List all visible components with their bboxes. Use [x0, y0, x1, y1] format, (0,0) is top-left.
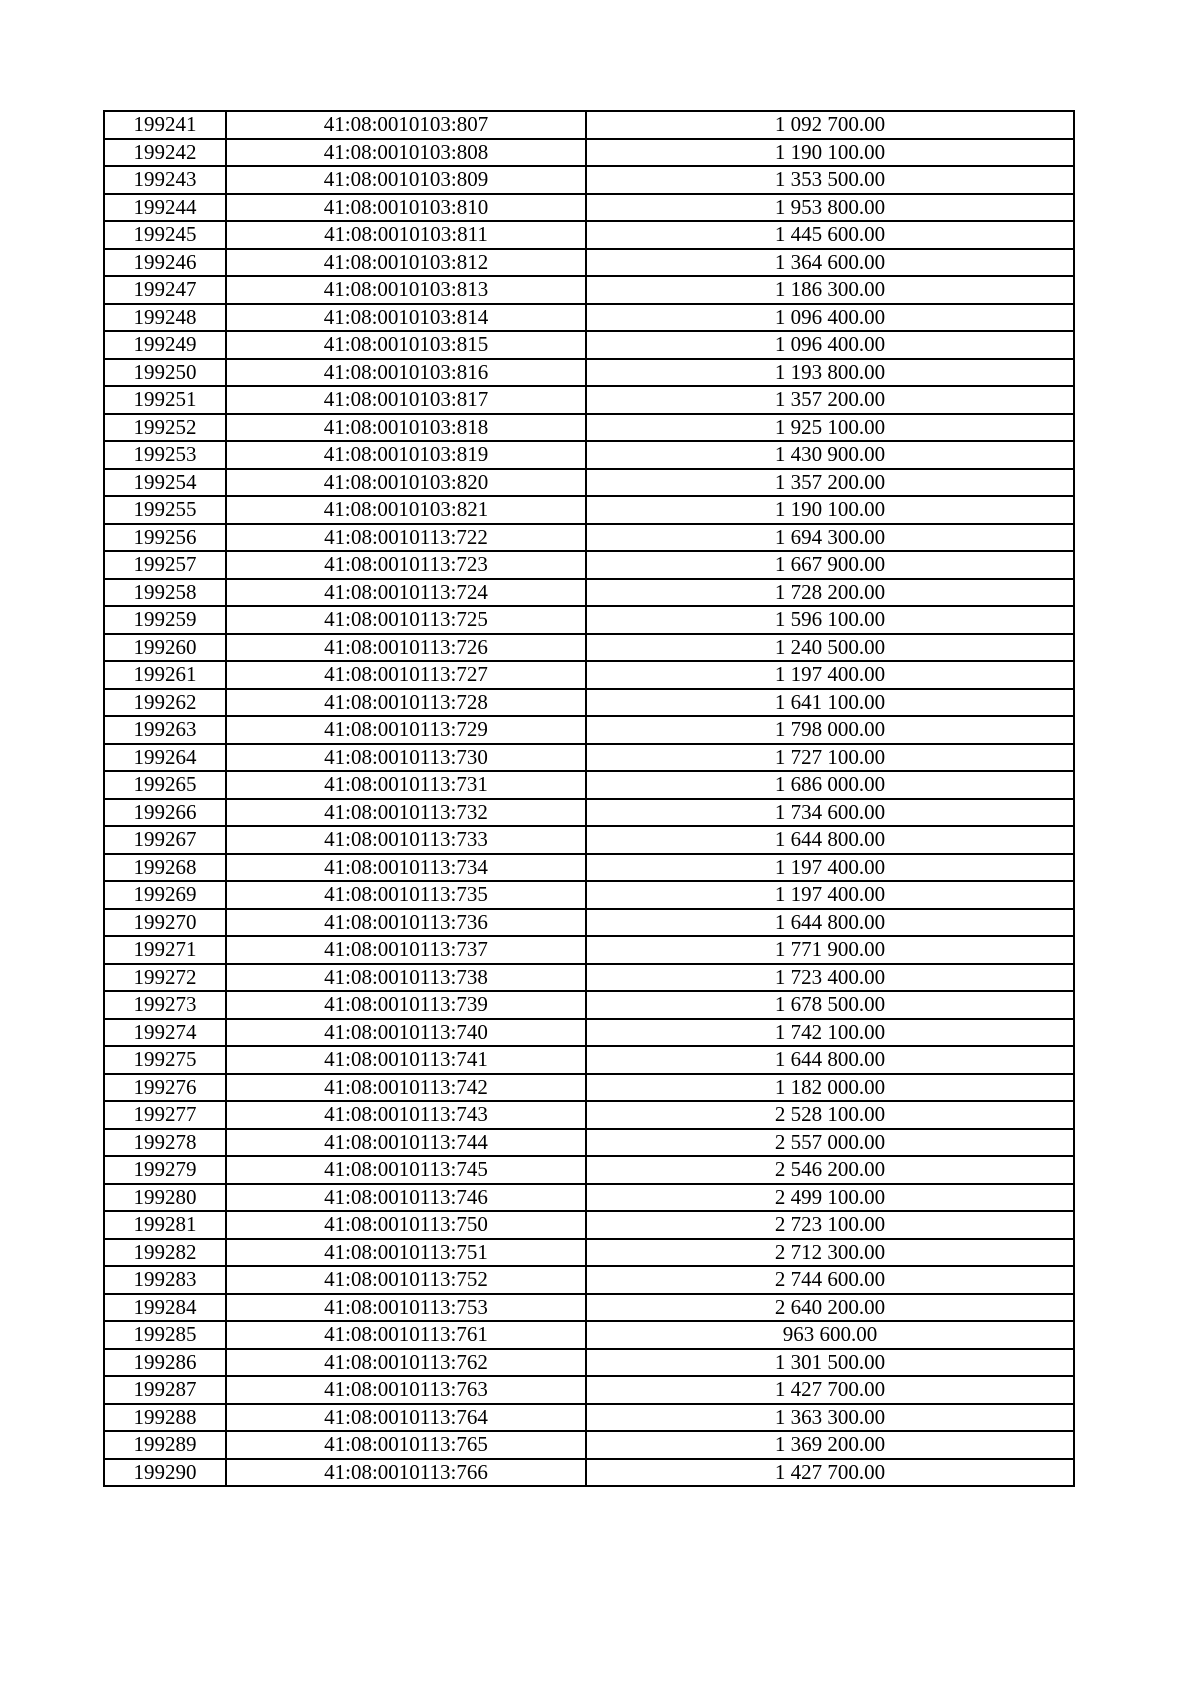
table-row — [104, 1019, 1074, 1047]
cadastral-number-cell: 41:08:0010103:812 — [226, 249, 586, 277]
cadastral-value-cell: 1 363 300.00 — [586, 1404, 1074, 1432]
table-row — [104, 1101, 1074, 1129]
cadastral-number-cell: 41:08:0010103:808 — [226, 139, 586, 167]
cadastral-value-cell: 1 197 400.00 — [586, 854, 1074, 882]
table-row — [104, 111, 1074, 139]
table-row — [104, 1046, 1074, 1074]
cadastral-value-cell: 1 953 800.00 — [586, 194, 1074, 222]
table-body — [104, 111, 1074, 1486]
cadastral-number-cell: 41:08:0010113:739 — [226, 991, 586, 1019]
cadastral-value-cell: 1 096 400.00 — [586, 304, 1074, 332]
cadastral-value-cell: 1 734 600.00 — [586, 799, 1074, 827]
table-row — [104, 1376, 1074, 1404]
cadastral-number-cell: 41:08:0010103:813 — [226, 276, 586, 304]
cadastral-number-cell: 41:08:0010113:727 — [226, 661, 586, 689]
table-row — [104, 1211, 1074, 1239]
cadastral-value-cell: 1 798 000.00 — [586, 716, 1074, 744]
cadastral-number-cell: 41:08:0010103:821 — [226, 496, 586, 524]
cadastral-number-cell: 41:08:0010113:761 — [226, 1321, 586, 1349]
cadastral-value-cell: 2 557 000.00 — [586, 1129, 1074, 1157]
cadastral-number-cell: 41:08:0010113:736 — [226, 909, 586, 937]
table-row — [104, 469, 1074, 497]
row-number-cell: 199258 — [104, 579, 226, 607]
cadastral-value-cell: 1 427 700.00 — [586, 1459, 1074, 1487]
table-row — [104, 964, 1074, 992]
cadastral-number-cell: 41:08:0010113:726 — [226, 634, 586, 662]
table-row — [104, 826, 1074, 854]
table-row — [104, 524, 1074, 552]
table-row — [104, 304, 1074, 332]
cadastral-value-cell: 1 096 400.00 — [586, 331, 1074, 359]
table-row — [104, 414, 1074, 442]
row-number-cell: 199241 — [104, 111, 226, 139]
cadastral-value-cell: 1 742 100.00 — [586, 1019, 1074, 1047]
cadastral-number-cell: 41:08:0010113:753 — [226, 1294, 586, 1322]
row-number-cell: 199286 — [104, 1349, 226, 1377]
cadastral-number-cell: 41:08:0010113:735 — [226, 881, 586, 909]
table-row — [104, 1129, 1074, 1157]
row-number-cell: 199250 — [104, 359, 226, 387]
cadastral-value-cell: 1 092 700.00 — [586, 111, 1074, 139]
cadastral-number-cell: 41:08:0010113:745 — [226, 1156, 586, 1184]
row-number-cell: 199244 — [104, 194, 226, 222]
table-row — [104, 634, 1074, 662]
cadastral-value-cell: 1 353 500.00 — [586, 166, 1074, 194]
table-row — [104, 276, 1074, 304]
cadastral-number-cell: 41:08:0010113:765 — [226, 1431, 586, 1459]
table-row — [104, 359, 1074, 387]
table-row — [104, 771, 1074, 799]
row-number-cell: 199260 — [104, 634, 226, 662]
cadastral-value-cell: 1 427 700.00 — [586, 1376, 1074, 1404]
row-number-cell: 199285 — [104, 1321, 226, 1349]
table-row — [104, 936, 1074, 964]
table-row — [104, 1459, 1074, 1487]
row-number-cell: 199287 — [104, 1376, 226, 1404]
cadastral-number-cell: 41:08:0010113:738 — [226, 964, 586, 992]
cadastral-number-cell: 41:08:0010113:732 — [226, 799, 586, 827]
cadastral-value-cell: 1 369 200.00 — [586, 1431, 1074, 1459]
row-number-cell: 199280 — [104, 1184, 226, 1212]
cadastral-number-cell: 41:08:0010113:764 — [226, 1404, 586, 1432]
cadastral-number-cell: 41:08:0010113:743 — [226, 1101, 586, 1129]
table-row — [104, 551, 1074, 579]
cadastral-number-cell: 41:08:0010113:725 — [226, 606, 586, 634]
cadastral-number-cell: 41:08:0010113:723 — [226, 551, 586, 579]
cadastral-value-cell: 2 499 100.00 — [586, 1184, 1074, 1212]
cadastral-value-cell: 1 445 600.00 — [586, 221, 1074, 249]
cadastral-number-cell: 41:08:0010113:752 — [226, 1266, 586, 1294]
cadastral-value-cell: 2 744 600.00 — [586, 1266, 1074, 1294]
cadastral-number-cell: 41:08:0010103:819 — [226, 441, 586, 469]
cadastral-value-cell: 1 596 100.00 — [586, 606, 1074, 634]
cadastral-number-cell: 41:08:0010103:817 — [226, 386, 586, 414]
table-row — [104, 991, 1074, 1019]
table-row — [104, 166, 1074, 194]
cadastral-number-cell: 41:08:0010103:807 — [226, 111, 586, 139]
row-number-cell: 199272 — [104, 964, 226, 992]
table-row — [104, 799, 1074, 827]
table-row — [104, 1266, 1074, 1294]
cadastral-value-cell: 1 723 400.00 — [586, 964, 1074, 992]
row-number-cell: 199264 — [104, 744, 226, 772]
cadastral-number-cell: 41:08:0010113:766 — [226, 1459, 586, 1487]
row-number-cell: 199255 — [104, 496, 226, 524]
cadastral-number-cell: 41:08:0010113:737 — [226, 936, 586, 964]
row-number-cell: 199269 — [104, 881, 226, 909]
cadastral-number-cell: 41:08:0010113:741 — [226, 1046, 586, 1074]
row-number-cell: 199249 — [104, 331, 226, 359]
cadastral-value-table — [103, 110, 1075, 1487]
row-number-cell: 199268 — [104, 854, 226, 882]
cadastral-number-cell: 41:08:0010113:730 — [226, 744, 586, 772]
table-row — [104, 579, 1074, 607]
cadastral-value-cell: 2 723 100.00 — [586, 1211, 1074, 1239]
table-row — [104, 606, 1074, 634]
cadastral-value-cell: 1 728 200.00 — [586, 579, 1074, 607]
table-row — [104, 689, 1074, 717]
row-number-cell: 199261 — [104, 661, 226, 689]
row-number-cell: 199265 — [104, 771, 226, 799]
row-number-cell: 199277 — [104, 1101, 226, 1129]
row-number-cell: 199263 — [104, 716, 226, 744]
cadastral-number-cell: 41:08:0010113:746 — [226, 1184, 586, 1212]
table-row — [104, 221, 1074, 249]
cadastral-value-cell: 1 667 900.00 — [586, 551, 1074, 579]
row-number-cell: 199267 — [104, 826, 226, 854]
row-number-cell: 199283 — [104, 1266, 226, 1294]
cadastral-value-cell: 1 694 300.00 — [586, 524, 1074, 552]
table-row — [104, 909, 1074, 937]
cadastral-value-cell: 1 190 100.00 — [586, 139, 1074, 167]
row-number-cell: 199279 — [104, 1156, 226, 1184]
cadastral-value-cell: 1 771 900.00 — [586, 936, 1074, 964]
cadastral-number-cell: 41:08:0010103:818 — [226, 414, 586, 442]
cadastral-value-cell: 963 600.00 — [586, 1321, 1074, 1349]
cadastral-value-cell: 1 357 200.00 — [586, 386, 1074, 414]
cadastral-value-cell: 1 644 800.00 — [586, 826, 1074, 854]
row-number-cell: 199266 — [104, 799, 226, 827]
cadastral-number-cell: 41:08:0010113:724 — [226, 579, 586, 607]
cadastral-value-cell: 1 193 800.00 — [586, 359, 1074, 387]
table-row — [104, 881, 1074, 909]
cadastral-value-cell: 1 240 500.00 — [586, 634, 1074, 662]
cadastral-number-cell: 41:08:0010113:744 — [226, 1129, 586, 1157]
table-row — [104, 386, 1074, 414]
row-number-cell: 199243 — [104, 166, 226, 194]
table-row — [104, 1349, 1074, 1377]
cadastral-number-cell: 41:08:0010113:742 — [226, 1074, 586, 1102]
cadastral-value-cell: 1 186 300.00 — [586, 276, 1074, 304]
cadastral-number-cell: 41:08:0010103:815 — [226, 331, 586, 359]
cadastral-number-cell: 41:08:0010103:810 — [226, 194, 586, 222]
table-row — [104, 1184, 1074, 1212]
table-row — [104, 854, 1074, 882]
row-number-cell: 199288 — [104, 1404, 226, 1432]
cadastral-number-cell: 41:08:0010113:733 — [226, 826, 586, 854]
cadastral-number-cell: 41:08:0010103:816 — [226, 359, 586, 387]
row-number-cell: 199254 — [104, 469, 226, 497]
cadastral-value-cell: 1 678 500.00 — [586, 991, 1074, 1019]
row-number-cell: 199281 — [104, 1211, 226, 1239]
row-number-cell: 199289 — [104, 1431, 226, 1459]
row-number-cell: 199251 — [104, 386, 226, 414]
row-number-cell: 199259 — [104, 606, 226, 634]
cadastral-value-cell: 1 430 900.00 — [586, 441, 1074, 469]
cadastral-value-cell: 1 190 100.00 — [586, 496, 1074, 524]
cadastral-value-cell: 1 727 100.00 — [586, 744, 1074, 772]
cadastral-number-cell: 41:08:0010113:763 — [226, 1376, 586, 1404]
row-number-cell: 199256 — [104, 524, 226, 552]
cadastral-value-cell: 1 197 400.00 — [586, 881, 1074, 909]
cadastral-number-cell: 41:08:0010113:751 — [226, 1239, 586, 1267]
cadastral-value-cell: 1 686 000.00 — [586, 771, 1074, 799]
cadastral-number-cell: 41:08:0010113:729 — [226, 716, 586, 744]
cadastral-number-cell: 41:08:0010113:731 — [226, 771, 586, 799]
table-row — [104, 1239, 1074, 1267]
table-row — [104, 331, 1074, 359]
row-number-cell: 199270 — [104, 909, 226, 937]
table-row — [104, 249, 1074, 277]
table-row — [104, 661, 1074, 689]
row-number-cell: 199252 — [104, 414, 226, 442]
cadastral-value-cell: 1 641 100.00 — [586, 689, 1074, 717]
row-number-cell: 199282 — [104, 1239, 226, 1267]
row-number-cell: 199246 — [104, 249, 226, 277]
table-row — [104, 441, 1074, 469]
row-number-cell: 199242 — [104, 139, 226, 167]
cadastral-value-cell: 1 357 200.00 — [586, 469, 1074, 497]
cadastral-value-cell: 1 644 800.00 — [586, 1046, 1074, 1074]
cadastral-value-cell: 1 925 100.00 — [586, 414, 1074, 442]
row-number-cell: 199274 — [104, 1019, 226, 1047]
row-number-cell: 199284 — [104, 1294, 226, 1322]
row-number-cell: 199253 — [104, 441, 226, 469]
row-number-cell: 199278 — [104, 1129, 226, 1157]
row-number-cell: 199275 — [104, 1046, 226, 1074]
cadastral-number-cell: 41:08:0010113:728 — [226, 689, 586, 717]
row-number-cell: 199290 — [104, 1459, 226, 1487]
row-number-cell: 199273 — [104, 991, 226, 1019]
row-number-cell: 199257 — [104, 551, 226, 579]
cadastral-number-cell: 41:08:0010113:750 — [226, 1211, 586, 1239]
table-row — [104, 1404, 1074, 1432]
table-row — [104, 1156, 1074, 1184]
table-row — [104, 139, 1074, 167]
row-number-cell: 199248 — [104, 304, 226, 332]
row-number-cell: 199245 — [104, 221, 226, 249]
table-row — [104, 1431, 1074, 1459]
cadastral-number-cell: 41:08:0010113:762 — [226, 1349, 586, 1377]
table-row — [104, 744, 1074, 772]
cadastral-number-cell: 41:08:0010113:734 — [226, 854, 586, 882]
cadastral-number-cell: 41:08:0010103:820 — [226, 469, 586, 497]
cadastral-number-cell: 41:08:0010113:740 — [226, 1019, 586, 1047]
table-row — [104, 1074, 1074, 1102]
cadastral-number-cell: 41:08:0010103:814 — [226, 304, 586, 332]
row-number-cell: 199247 — [104, 276, 226, 304]
cadastral-value-cell: 2 546 200.00 — [586, 1156, 1074, 1184]
cadastral-value-cell: 1 364 600.00 — [586, 249, 1074, 277]
cadastral-value-cell: 2 712 300.00 — [586, 1239, 1074, 1267]
row-number-cell: 199276 — [104, 1074, 226, 1102]
cadastral-value-cell: 1 182 000.00 — [586, 1074, 1074, 1102]
cadastral-value-cell: 1 197 400.00 — [586, 661, 1074, 689]
cadastral-number-cell: 41:08:0010113:722 — [226, 524, 586, 552]
cadastral-value-cell: 1 301 500.00 — [586, 1349, 1074, 1377]
row-number-cell: 199271 — [104, 936, 226, 964]
cadastral-number-cell: 41:08:0010103:809 — [226, 166, 586, 194]
table-row — [104, 194, 1074, 222]
cadastral-number-cell: 41:08:0010103:811 — [226, 221, 586, 249]
table-row — [104, 716, 1074, 744]
table-row — [104, 1294, 1074, 1322]
cadastral-value-cell: 2 528 100.00 — [586, 1101, 1074, 1129]
cadastral-value-cell: 2 640 200.00 — [586, 1294, 1074, 1322]
cadastral-value-cell: 1 644 800.00 — [586, 909, 1074, 937]
table-row — [104, 1321, 1074, 1349]
table-row — [104, 496, 1074, 524]
row-number-cell: 199262 — [104, 689, 226, 717]
